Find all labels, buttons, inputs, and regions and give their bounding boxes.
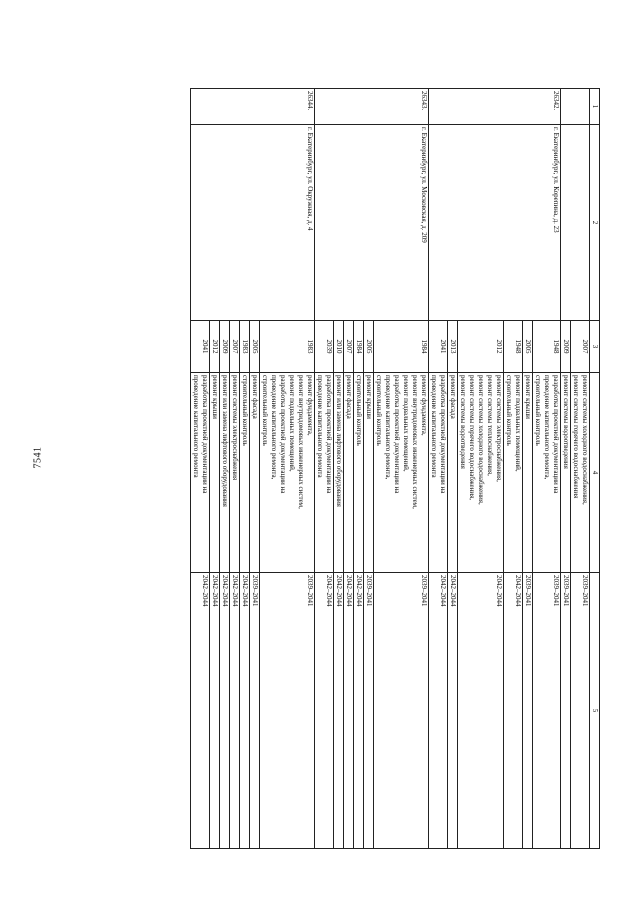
work-type-cell: строительный контроль — [240, 373, 250, 573]
period-cell: 2039–2041 — [260, 573, 315, 849]
year-cell: 2013 — [448, 321, 458, 373]
period-cell: 2042–2044 — [354, 573, 364, 849]
period-cell: 2042–2044 — [504, 573, 523, 849]
page-number: 7541 — [32, 446, 44, 469]
year-cell: 2039 — [315, 321, 334, 373]
period-cell: 2042–2044 — [240, 573, 250, 849]
year-cell: 2041 — [429, 321, 448, 373]
year-cell: 2012 — [458, 321, 504, 373]
work-type-cell: ремонт фасада — [344, 373, 354, 573]
work-type-cell: ремонт крыши — [523, 373, 533, 573]
capital-repair-table — [190, 88, 600, 849]
period-cell: 2042–2044 — [315, 573, 334, 849]
record-number-cell: 26344. — [191, 89, 315, 125]
work-type-cell: разработка проектной документации на проведение капитального ремонта — [191, 373, 210, 573]
period-cell: 2039–2041 — [250, 573, 260, 849]
year-cell: 2007 — [571, 321, 590, 373]
work-type-cell: ремонт системы холодного водоснабжения, ремонт системы горячего водоснабжения — [571, 373, 590, 573]
column-header-1: 1 — [590, 89, 600, 125]
period-cell: 2039–2041 — [374, 573, 429, 849]
period-cell: 2042–2044 — [334, 573, 344, 849]
period-cell: 2042–2044 — [191, 573, 210, 849]
year-cell: 2007 — [230, 321, 240, 373]
address-cell — [561, 125, 590, 321]
record-number-cell: 26342. — [429, 89, 561, 125]
period-cell: 2042–2044 — [230, 573, 240, 849]
work-type-cell: разработка проектной документации на проведение капитального ремонта — [429, 373, 448, 573]
column-header-4: 4 — [590, 373, 600, 573]
year-cell: 2012 — [210, 321, 220, 373]
period-cell: 2042–2044 — [429, 573, 448, 849]
year-cell: 2005 — [250, 321, 260, 373]
work-type-cell: ремонт или замена лифтового оборудования — [334, 373, 344, 573]
record-number-cell — [561, 89, 590, 125]
period-cell: 2042–2044 — [210, 573, 220, 849]
work-type-cell: строительный контроль — [354, 373, 364, 573]
year-cell: 1948 — [533, 321, 561, 373]
period-cell: 2042–2044 — [344, 573, 354, 849]
period-cell: 2042–2044 — [448, 573, 458, 849]
address-cell: г. Екатеринбург, ул. Окружная, д. 4 — [191, 125, 315, 321]
work-type-cell: ремонт фасада — [448, 373, 458, 573]
record-number-cell: 26343. — [315, 89, 429, 125]
year-cell: 2007 — [344, 321, 354, 373]
work-type-cell: ремонт или замена лифтового оборудования — [220, 373, 230, 573]
work-type-cell: ремонт крыши — [364, 373, 374, 573]
year-cell: 1983 — [240, 321, 250, 373]
period-cell: 2042–2044 — [220, 573, 230, 849]
column-header-3: 3 — [590, 321, 600, 373]
period-cell: 2039–2041 — [364, 573, 374, 849]
table-body — [191, 89, 590, 849]
column-header-2: 2 — [590, 125, 600, 321]
work-type-cell: ремонт системы водоотведения — [561, 373, 571, 573]
year-cell: 1948 — [504, 321, 523, 373]
period-cell: 2039–2041 — [523, 573, 533, 849]
address-cell: г. Екатеринбург, ул. Корепина, д. 23 — [429, 125, 561, 321]
period-cell: 2039–2041 — [561, 573, 571, 849]
year-cell: 2010 — [334, 321, 344, 373]
address-cell: г. Екатеринбург, ул. Московская, д. 209 — [315, 125, 429, 321]
year-cell: 2041 — [191, 321, 210, 373]
year-cell: 2005 — [523, 321, 533, 373]
work-type-cell: ремонт фасада — [250, 373, 260, 573]
period-cell: 2039–2041 — [533, 573, 561, 849]
period-cell: 2039–2041 — [571, 573, 590, 849]
year-cell: 2009 — [220, 321, 230, 373]
table-row — [571, 89, 590, 849]
work-type-cell: ремонт фундамента, ремонт внутридомовых инженерных систем, ремонт подвальных помещений, разработка проектной документации на проведение капитального ремонта, строительный контроль — [374, 373, 429, 573]
table-row — [533, 89, 561, 849]
table-row — [260, 89, 315, 849]
year-cell: 1984 — [374, 321, 429, 373]
work-type-cell: ремонт системы электроснабжения — [230, 373, 240, 573]
work-type-cell: ремонт крыши — [210, 373, 220, 573]
year-cell: 2005 — [364, 321, 374, 373]
rotated-table-sheet — [80, 88, 600, 848]
column-number-row — [590, 89, 600, 849]
period-cell: 2042–2044 — [458, 573, 504, 849]
year-cell: 1984 — [354, 321, 364, 373]
year-cell: 1983 — [260, 321, 315, 373]
year-cell: 2009 — [561, 321, 571, 373]
work-type-cell: ремонт подвальных помещений, строительный контроль — [504, 373, 523, 573]
work-type-cell: ремонт фундамента, ремонт внутридомовых инженерных систем, ремонт подвальных помещений, разработка проектной документации на проведение капитального ремонта, строительный контроль — [260, 373, 315, 573]
work-type-cell: разработка проектной документации на проведение капитального ремонта — [315, 373, 334, 573]
work-type-cell: ремонт системы электроснабжения, ремонт системы теплоснабжения, ремонт системы холодного водоснабжения, ремонт системы горячего водоснабжения, ремонт системы водоотведения — [458, 373, 504, 573]
table-row — [374, 89, 429, 849]
work-type-cell: разработка проектной документации на проведение капитального ремонта, строительный контроль — [533, 373, 561, 573]
column-header-5: 5 — [590, 573, 600, 849]
